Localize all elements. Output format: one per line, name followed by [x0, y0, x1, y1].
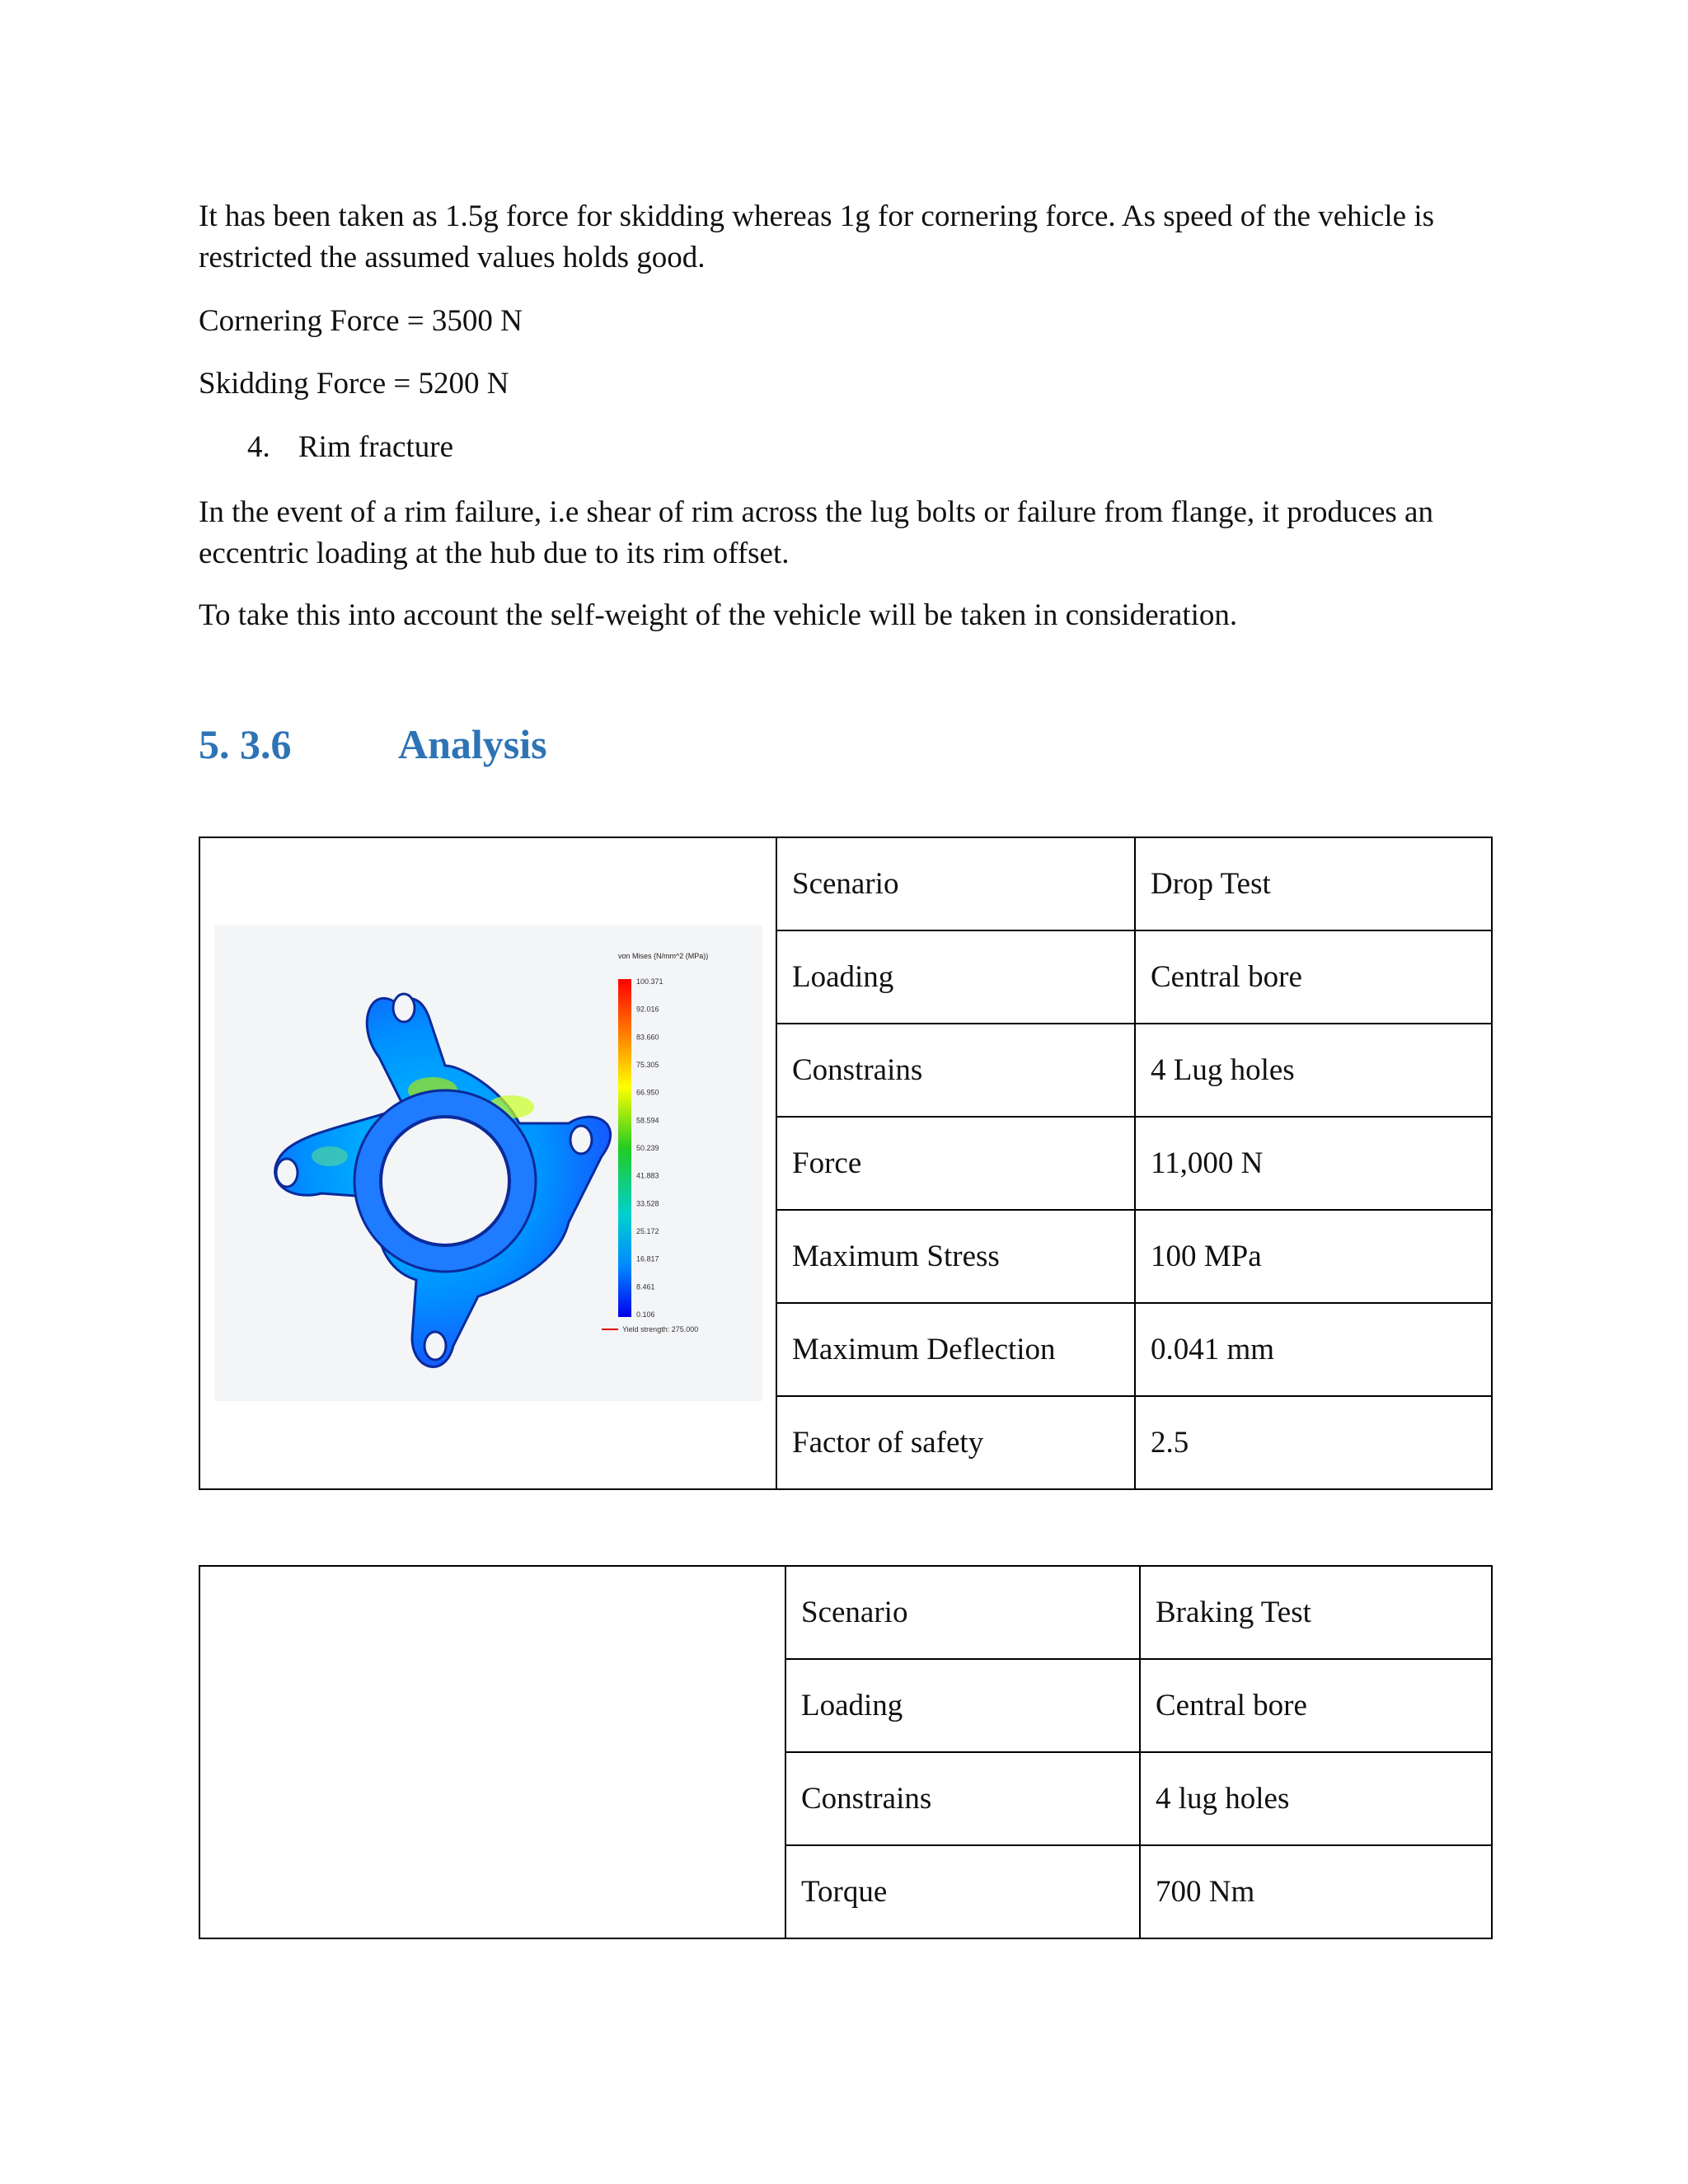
cell-label: Maximum Stress	[776, 1210, 1135, 1303]
cell-value: Central bore	[1140, 1659, 1492, 1752]
section-number: 5. 3.6	[199, 721, 292, 767]
cell-value: 700 Nm	[1140, 1845, 1492, 1938]
cell-label: Scenario	[785, 1566, 1140, 1659]
list-item-rim-fracture	[247, 427, 453, 468]
cornering-force-line: Cornering Force = 3500 N	[199, 304, 523, 338]
yield-strength-label: Yield strength: 275.000	[621, 1325, 698, 1333]
cell-value: 100 MPa	[1135, 1210, 1492, 1303]
legend-value: 25.172	[635, 1227, 659, 1235]
hub-stress-image	[214, 926, 762, 1401]
legend-value: 41.883	[635, 1171, 659, 1180]
legend-title: von Mises (N/mm^2 (MPa))	[617, 952, 708, 960]
legend-value: 8.461	[635, 1282, 655, 1291]
legend-value: 75.305	[635, 1061, 659, 1069]
legend-colorbar	[618, 979, 631, 1317]
fea-stress-plot	[214, 926, 762, 1401]
list-number: 4.	[247, 430, 270, 464]
legend-value: 0.106	[635, 1310, 655, 1319]
legend-value: 83.660	[635, 1033, 659, 1042]
cell-label: Loading	[785, 1659, 1140, 1752]
paragraph-load-assumption: It has been taken as 1.5g force for skidding whereas 1g for cornering force. As speed of the vehicle is restricted the assumed values holds good.	[199, 199, 1435, 274]
section-heading	[199, 720, 547, 768]
cell-value: Braking Test	[1140, 1566, 1492, 1659]
cell-value: 4 Lug holes	[1135, 1024, 1492, 1117]
legend-value: 66.950	[635, 1088, 659, 1097]
cell-value: Drop Test	[1135, 837, 1492, 930]
legend-value: 33.528	[635, 1199, 659, 1208]
cell-label: Maximum Deflection	[776, 1303, 1135, 1396]
table-row	[199, 837, 1492, 930]
cell-label: Force	[776, 1117, 1135, 1210]
drop-test-table	[199, 837, 1493, 1490]
legend-value: 92.016	[635, 1005, 659, 1014]
cell-label: Loading	[776, 930, 1135, 1024]
cell-value: 4 lug holes	[1140, 1752, 1492, 1845]
braking-test-table	[199, 1565, 1493, 1939]
list-text: Rim fracture	[298, 430, 453, 464]
paragraph-rim-failure: In the event of a rim failure, i.e shear of rim across the lug bolts or failure from flange, it produces an eccentric loading at the hub due to its rim offset.	[199, 495, 1433, 570]
legend-value: 50.239	[635, 1144, 659, 1152]
hub-body	[274, 994, 610, 1366]
cell-value: 11,000 N	[1135, 1117, 1492, 1210]
paragraph-self-weight: To take this into account the self-weight of the vehicle will be taken in consideration.	[199, 598, 1238, 632]
section-title: Analysis	[398, 721, 547, 767]
skidding-force-line: Skidding Force = 5200 N	[199, 367, 509, 401]
legend-value: 100.371	[635, 977, 663, 986]
empty-image-cell	[199, 1566, 785, 1938]
table-row	[199, 1566, 1492, 1659]
cell-value: Central bore	[1135, 930, 1492, 1024]
cell-label: Scenario	[776, 837, 1135, 930]
fea-image-cell	[199, 837, 776, 1489]
cell-label: Constrains	[785, 1752, 1140, 1845]
cell-value: 0.041 mm	[1135, 1303, 1492, 1396]
cell-label: Torque	[785, 1845, 1140, 1938]
cell-value: 2.5	[1135, 1396, 1492, 1489]
legend-value: 58.594	[635, 1116, 659, 1125]
cell-label: Factor of safety	[776, 1396, 1135, 1489]
legend-value: 16.817	[635, 1254, 659, 1263]
cell-label: Constrains	[776, 1024, 1135, 1117]
